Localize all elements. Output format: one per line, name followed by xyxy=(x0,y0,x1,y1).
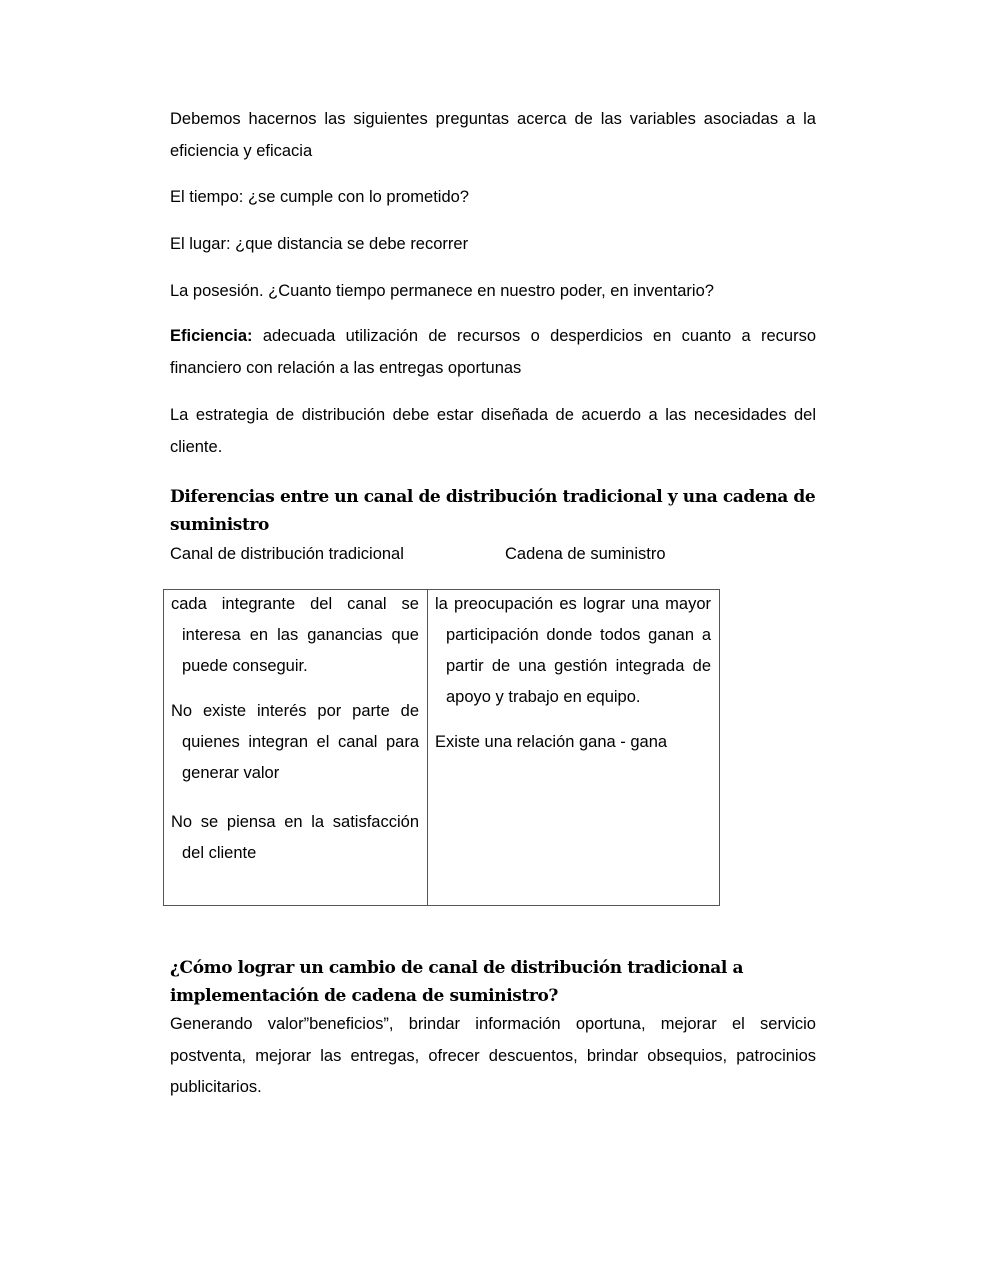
column-header-traditional: Canal de distribución tradicional xyxy=(170,545,404,563)
posesion-paragraph: La posesión. ¿Cuanto tiempo permanece en nuestro poder, en inventario? xyxy=(170,282,714,300)
supply-chain-cell xyxy=(428,590,720,906)
section2-heading: ¿Cómo lograr un cambio de canal de distribución tradicional a implementación de cadena de suministro? xyxy=(170,958,744,1006)
comparison-table xyxy=(163,589,720,906)
eficiencia-paragraph xyxy=(170,321,816,384)
section2-body: Generando valor”beneficios”, brindar información oportuna, mejorar el servicio postventa, mejorar las entregas, ofrecer descuentos, brindar obsequios, patrocinios publicitarios. xyxy=(170,1015,816,1096)
eficiencia-label: Eficiencia: xyxy=(170,327,253,345)
list-item: Existe una relación gana - gana xyxy=(435,733,668,751)
list-item: No se piensa en la satisfacción del cliente xyxy=(171,813,419,862)
list-item: la preocupación es lograr una mayor participación donde todos ganan a partir de una gestión integrada de apoyo y trabajo en equipo. xyxy=(435,595,711,706)
table-row xyxy=(164,590,720,906)
eficiencia-text: adecuada utilización de recursos o desperdicios en cuanto a recurso financiero con relación a las entregas oportunas xyxy=(170,327,816,377)
lugar-paragraph: El lugar: ¿que distancia se debe recorrer xyxy=(170,235,469,253)
intro-paragraph: Debemos hacernos las siguientes preguntas acerca de las variables asociadas a la eficiencia y eficacia xyxy=(170,110,816,160)
list-item: No existe interés por parte de quienes integran el canal para generar valor xyxy=(171,702,419,782)
section1-heading: Diferencias entre un canal de distribución tradicional y una cadena de suministro xyxy=(170,487,816,535)
estrategia-paragraph: La estrategia de distribución debe estar diseñada de acuerdo a las necesidades del cliente. xyxy=(170,406,816,456)
list-item: cada integrante del canal se interesa en las ganancias que puede conseguir. xyxy=(171,595,419,675)
traditional-channel-cell xyxy=(164,590,428,906)
column-header-supply-chain: Cadena de suministro xyxy=(505,545,666,563)
tiempo-paragraph: El tiempo: ¿se cumple con lo prometido? xyxy=(170,188,469,206)
